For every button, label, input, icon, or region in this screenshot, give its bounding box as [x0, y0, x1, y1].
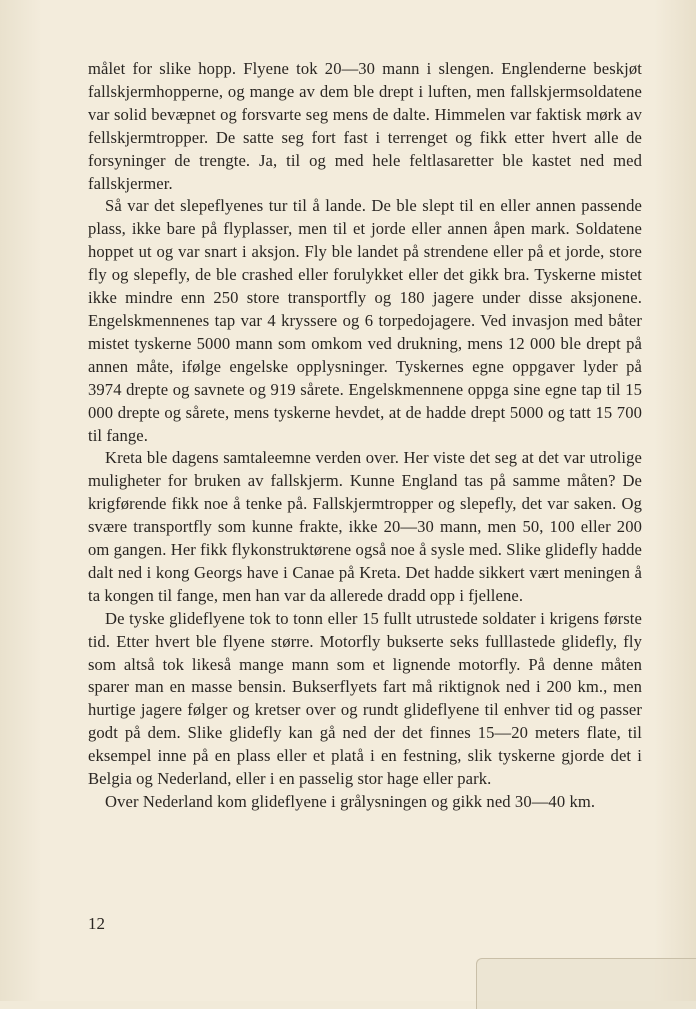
- paragraph-5: Over Nederland kom glideflyene i grålysningen og gikk ned 30—40 km.: [105, 792, 596, 811]
- paragraph-4: De tyske glideflyene tok to tonn eller 15 fullt utrustede soldater i krigens første tid. Etter hvert ble flyene større. Motorfly bukserte seks fulllastede glidefly, fly som altså tok likeså mange mann som et lignende motorfly. På denne måten sparer man en masse bensin. Bukserflyets fart må riktignok ned i 200 km., men hurtige jagere følger og kretser over og rundt glideflyene til enhver tid og passer godt på dem. Slike glidefly kan gå ned der det finnes 15—20 meters flate, til eksempel inne på en plass eller et platå i en festning, slik tyskerne gjorde det i Belgia og Nederland, eller i en passelig stor hage eller park.: [88, 608, 642, 789]
- paragraph-2: Så var det slepeflyenes tur til å lande. De ble slept til en eller annen passende plass, ikke bare på flyplasser, men til et jorde eller annen åpen mark. Soldatene hoppet ut og var snart i aksjon. Fly ble landet på strendene eller på et jorde, store fly og slepefly, de ble crashed eller forulykket eller det gikk bra. Tyskerne mistet ikke mindre enn 250 store transportfly og 180 jagere under disse aksjonene. Engelskmennenes tap var 4 kryssere og 6 torpedojagere. Ved invasjon med båter mistet tyskerne 5000 mann som omkom ved drukning, mens 12 000 ble drept på annen måte, ifølge engelske opplysninger. Tyskernes egne oppgaver lyder på 3974 drepte og savnete og 919 sårete. Engelskmennene oppga sine egne tap til 15 000 drepte og sårete, mens tyskerne hevdet, at de hadde drept 5000 og tatt 15 700 til fange.: [88, 196, 642, 445]
- page-corner-edge: [476, 958, 696, 1009]
- paragraph-3: Kreta ble dagens samtaleemne verden over. Her viste det seg at det var utrolige muligheter for bruken av fallskjerm. Kunne England tas på samme måten? De krigførende fikk noe å tenke på. Fallskjermtropper og slepefly, det var saken. Og svære transportfly som kunne frakte, ikke 20—30 mann, men 50, 100 eller 200 om gangen. Her fikk flykonstruktørene også noe å sysle med. Slike glidefly hadde dalt ned i kong Georgs have i Canae på Kreta. Det hadde sikkert vært meningen å ta kongen til fange, men han var da allerede dradd opp i fjellene.: [88, 448, 642, 605]
- paragraph-1: målet for slike hopp. Flyene tok 20—30 mann i slengen. Englenderne beskjøt fallskjermhopperne, og mange av dem ble drept i luften, men fallskjermsoldatene var solid bevæpnet og forsvarte seg mens de dalte. Himmelen var faktisk mørk av fellskjermtropper. De satte seg fort fast i terrenget og fikk etter hvert alle de forsyninger de trengte. Ja, til og med hele feltlasaretter ble kastet ned med fallskjermer.: [88, 59, 642, 193]
- page-number: 12: [88, 914, 105, 933]
- body-text: [88, 58, 642, 814]
